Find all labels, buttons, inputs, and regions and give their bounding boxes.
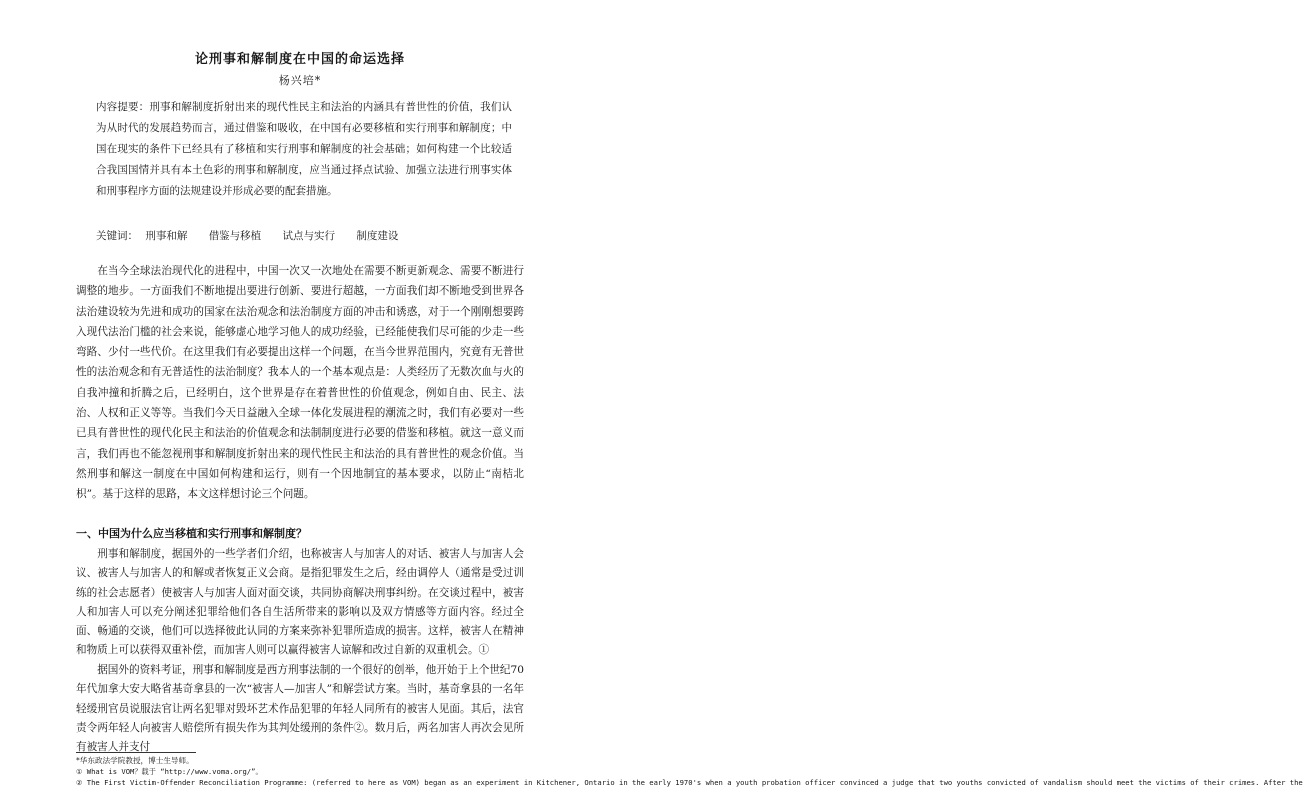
abstract-paragraph: 内容提要：刑事和解制度折射出来的现代性民主和法治的内涵具有普世性的价值，我们认为从时代的发展趋势而言，通过借鉴和吸收，在中国有必要移植和实行刑事和解制度；中国在现实的条件下已经具有了移植和实行刑事和解制度的社会基础；如何构建一个比较适合我国国情并具有本土色彩的刑事和解制度，应当通过择点试验、加强立法进行刑事实体和刑事程序方面的法规建设并形成必要的配套措施。	[96, 101, 512, 197]
section-paragraph: 刑事和解制度，据国外的一些学者们介绍，也称被害人与加害人的对话、被害人与加害人会议、被害人与加害人的和解或者恢复正义会商。是指犯罪发生之后，经由调停人（通常是受过训练的社会志愿者）使被害人与加害人面对面交谈，共同协商解决刑事纠纷。在交谈过程中，被害人和加害人可以充分阐述犯罪给他们各自生活所带来的影响以及双方情感等方面内容。经过全面、畅通的交谈，他们可以选择彼此认同的方案来弥补犯罪所造成的损害。这样，被害人在精神和物质上可以获得双重补偿，而加害人则可以赢得被害人谅解和改过自新的双重机会。①	[76, 548, 524, 657]
keyword-item: 刑事和解	[145, 230, 188, 242]
keyword-item: 试点与实行	[282, 230, 336, 242]
footnote-divider	[76, 752, 196, 753]
section-paragraph: 据国外的资料考证，刑事和解制度是西方刑事法制的一个很好的创举，他开始于上个世纪70年代加拿大安大略省基奇拿县的一次“被害人—加害人”和解尝试方案。当时，基奇拿县的一名年轻缓刑官员说服法官让两名犯罪对毁坏艺术作品犯罪的年轻人同所有的被害人见面。其后，法官责令两年轻人向被害人赔偿所有损失作为其判处缓刑的条件②。数月后，两名加害人再次会见所有被害人并支付	[76, 664, 524, 754]
intro-paragraph: 在当今全球法治现代化的进程中，中国一次又一次地处在需要不断更新观念、需要不断进行调整的地步。一方面我们不断地提出要进行创新、要进行超越，一方面我们却不断地受到世界各法治建设较为先进和成功的国家在法治观念和法治制度方面的冲击和诱惑，对于一个刚刚想要跨入现代法治门槛的社会来说，能够虚心地学习他人的成功经验，已经能使我们尽可能的少走一些弯路、少付一些代价。在这里我们有必要提出这样一个问题，在当今世界范围内，究竟有无普世性的法治观念和有无普适性的法治制度？我本人的一个基本观点是：人类经历了无数次血与火的自我冲撞和折腾之后，已经明白，这个世界是存在着普世性的价值观念，例如自由、民主、法治、人权和正义等等。当我们今天日益融入全球一体化发展进程的潮流之时，我们有必要对一些已具有普世性的现代化民主和法治的价值观念和法制制度进行必要的借鉴和移植。就这一意义而言，我们再也不能忽视刑事和解制度折射出来的现代性民主和法治的具有普世性的观念价值。当然刑事和解这一制度在中国如何构建和运行，则有一个因地制宜的基本要求，以防止“南桔北枳”。基于这样的思路，本文这样想讨论三个问题。	[76, 265, 524, 501]
paper-title: 论刑事和解制度在中国的命运选择	[194, 52, 405, 67]
footnote-item: ② The First Victim-Offender Reconciliation Programme: (referred to here as VOM) began as an experiment in Kitchener, Ontario in the early 1970's when a youth probation officer convinced a judge that two youths convicted of vandalism should meet the victims of their crimes. After the	[76, 778, 1303, 787]
footnote-item: *华东政法学院教授，博士生导师。	[76, 756, 194, 765]
keyword-item: 借鉴与移植	[208, 230, 262, 242]
keywords-line	[96, 227, 512, 245]
section-heading: 一、中国为什么应当移植和实行刑事和解制度？	[76, 527, 307, 540]
footnotes	[76, 755, 1303, 788]
footnote-item: ① What is VOM？载于 “http://www.voma.org/”。	[76, 767, 263, 776]
keyword-item: 制度建设	[356, 230, 399, 242]
keywords-label: 关键词：	[96, 230, 138, 242]
author-name: 杨兴培*	[278, 74, 322, 87]
